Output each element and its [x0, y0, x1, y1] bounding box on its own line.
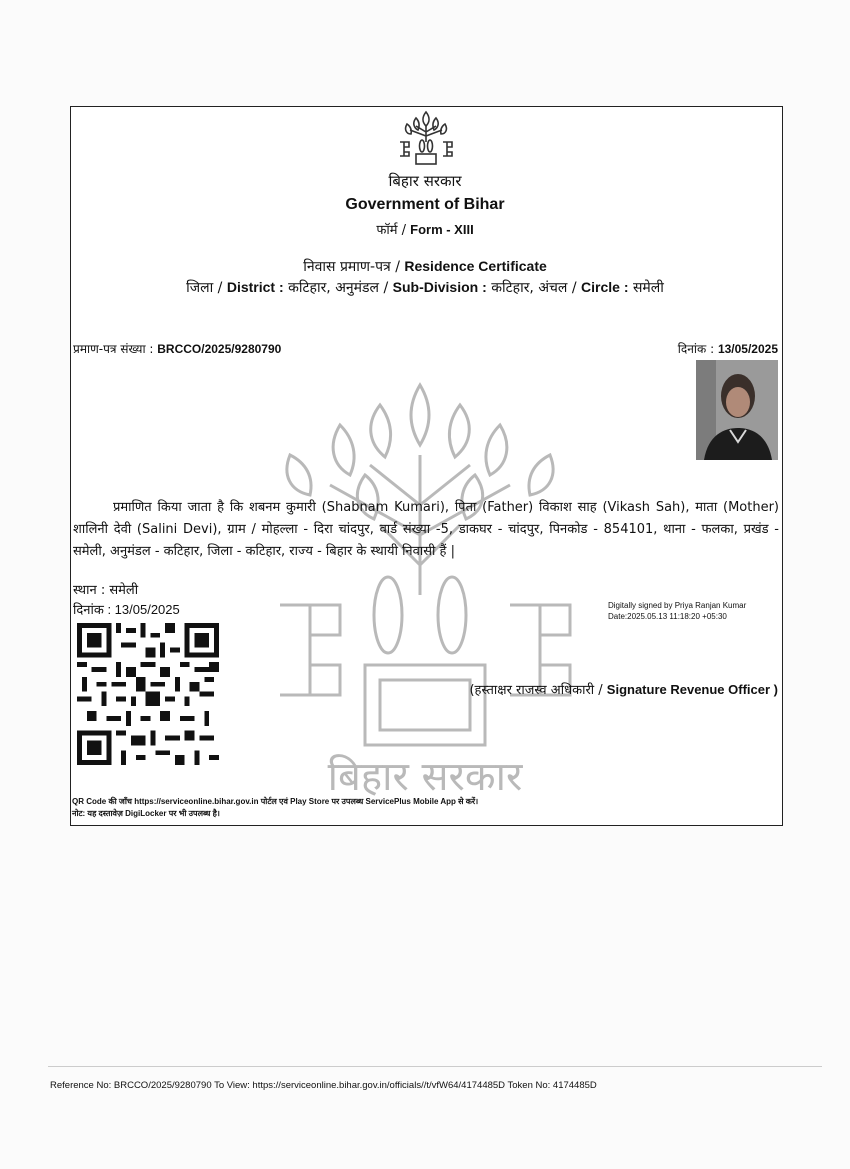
circle-value: समेली	[628, 280, 664, 296]
digilocker-note: नोट: यह दस्तावेज़ DigiLocker पर भी उपलब्ध है।	[72, 809, 220, 818]
state-name-hindi: बिहार सरकार	[388, 172, 462, 190]
district-label: District :	[226, 279, 284, 295]
applicant-photo	[696, 360, 778, 460]
watermark-text: बिहार सरकार	[327, 754, 523, 800]
district-line	[0, 278, 850, 297]
form-prefix: फॉर्म /	[376, 223, 411, 238]
district-value: कटिहार, अनुमंडल /	[283, 280, 393, 296]
signature-officer	[469, 680, 778, 698]
footer-divider	[48, 1066, 822, 1067]
digital-signature-date: Date:2025.05.13 11:18:20 +05:30	[608, 612, 727, 621]
digital-signature-signer: Digitally signed by Priya Ranjan Kumar	[608, 601, 747, 610]
certificate-number-label: प्रमाण-पत्र संख्या :	[73, 342, 158, 356]
reference-line: Reference No: BRCCO/2025/9280790 To View: https://serviceonline.bihar.gov.in/officials//t/vfW64/4174485D Token No: 4174485D	[50, 1080, 597, 1091]
circle-label: Circle :	[581, 279, 629, 295]
certificate-date	[678, 340, 778, 357]
bihar-emblem-icon	[398, 108, 454, 166]
form-label: Form - XIII	[410, 222, 474, 237]
certificate-number	[73, 340, 281, 357]
signature-label-hindi: (हस्ताक्षर राजस्व अधिकारी /	[469, 683, 607, 698]
signature-label-english: Signature Revenue Officer )	[606, 682, 778, 697]
qr-code-icon[interactable]	[77, 623, 219, 765]
verification-notes	[72, 796, 478, 820]
certificate-date-value: 13/05/2025	[717, 342, 778, 356]
place: स्थान : समेली	[73, 583, 139, 598]
form-number	[0, 220, 850, 238]
government-title: Government of Bihar	[345, 196, 505, 213]
certificate-date-label: दिनांक :	[677, 342, 718, 356]
certificate-title	[0, 257, 850, 276]
certificate-title-english: Residence Certificate	[404, 258, 547, 274]
certificate-number-value: BRCCO/2025/9280790	[157, 342, 282, 356]
bihar-emblem-watermark	[270, 365, 580, 805]
digital-signature	[608, 600, 746, 622]
district-label-hindi: जिला /	[186, 280, 227, 296]
issue-date: दिनांक : 13/05/2025	[73, 602, 180, 617]
qr-verification-note: QR Code की जाँच https://serviceonline.bihar.gov.in पोर्टल एवं Play Store पर उपलब्ध ServicePlus Mobile App से करें।	[72, 797, 479, 806]
subdivision-value: कटिहार, अंचल /	[486, 280, 582, 296]
subdivision-label: Sub-Division :	[392, 279, 487, 295]
certificate-title-hindi: निवास प्रमाण-पत्र /	[303, 259, 405, 275]
certificate-body: प्रमाणित किया जाता है कि शबनम कुमारी (Shabnam Kumari), पिता (Father) विकाश साह (Vikash Sah), माता (Mother) शालिनी देवी (Salini Devi), ग्राम / मोहल्ला - दिरा चांदपुर, वार्ड संख्या -5, डाकघर - चांदपुर, पिनकोड - 854101, थाना - फलका, प्रखंड - समेली, अनुमंडल - कटिहार, जिला - कटिहार, राज्य - बिहार के स्थायी निवासी हैं |	[73, 500, 779, 559]
